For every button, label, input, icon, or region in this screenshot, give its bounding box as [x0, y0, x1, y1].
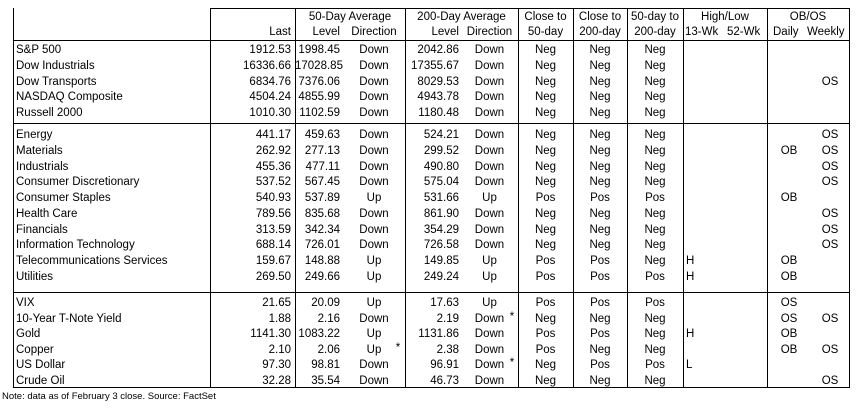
row-last: 1010.30 — [249, 107, 291, 119]
row-200day-direction: Down — [474, 313, 505, 325]
row-close-200day: Neg — [589, 239, 611, 251]
row-50day-direction: Down — [359, 359, 389, 371]
row-daily: OB — [780, 192, 798, 204]
row-50day-direction: Down — [359, 76, 389, 88]
row-200day-level: 2.19 — [436, 313, 459, 325]
row-name: Dow Industrials — [16, 60, 95, 72]
row-close-50day: Neg — [534, 239, 557, 251]
row-last: 6834.76 — [249, 76, 291, 88]
row-50day-level: 459.63 — [304, 129, 340, 141]
row-close-200day: Neg — [589, 208, 611, 220]
row-daily: OB — [780, 271, 798, 283]
row-weekly: OS — [821, 313, 839, 325]
row-50day-level: 342.34 — [304, 224, 340, 236]
row-50day-to-200day: Neg — [644, 129, 666, 141]
row-50day-direction: Down — [359, 161, 389, 173]
row-name: Financials — [16, 224, 68, 236]
row-last: 455.36 — [255, 161, 291, 173]
row-weekly: OS — [821, 208, 839, 220]
row-200day-direction: Down — [474, 145, 505, 157]
row-name: VIX — [16, 297, 35, 309]
row-last: 262.92 — [255, 145, 291, 157]
row-name: NASDAQ Composite — [16, 91, 123, 103]
row-50day-to-200day: Neg — [644, 176, 666, 188]
row-50day-direction: Down — [359, 239, 389, 251]
row-50day-level: 1998.45 — [298, 44, 340, 56]
header-50day-level: Level — [312, 26, 340, 38]
row-50day-to-200day: Neg — [644, 375, 666, 387]
row-50day-to-200day: Neg — [644, 44, 666, 56]
row-last: 1141.30 — [250, 328, 291, 340]
row-50day-direction: Up — [366, 255, 382, 267]
row-50day-direction: Up — [366, 271, 382, 283]
row-50day-to-200day: Neg — [644, 224, 666, 236]
row-close-200day: Neg — [589, 224, 611, 236]
row-close-200day: Pos — [590, 192, 610, 204]
row-close-200day: Neg — [589, 161, 611, 173]
row-50day-level: 7376.06 — [298, 76, 340, 88]
row-13wk: H — [686, 328, 695, 340]
row-name: Materials — [16, 145, 63, 157]
header-daily: Daily — [773, 26, 799, 38]
row-13wk: H — [686, 255, 695, 267]
row-weekly: OS — [821, 239, 839, 251]
row-close-200day: Pos — [590, 297, 610, 309]
row-close-50day: Pos — [535, 192, 556, 204]
row-50day-to-200day: Neg — [644, 255, 666, 267]
header-ob-os: OB/OS — [789, 11, 827, 23]
row-200day-level: 354.29 — [423, 224, 459, 236]
row-50day-to-200day: Neg — [644, 76, 666, 88]
row-50day-to-200day: Neg — [644, 161, 666, 173]
row-50day-to-200day: Neg — [644, 145, 666, 157]
row-close-50day: Neg — [534, 60, 557, 72]
row-50day-direction: Down — [359, 375, 389, 387]
row-50day-level: 4855.99 — [298, 91, 340, 103]
row-50day-level: 249.66 — [304, 271, 340, 283]
row-50day-level: 537.89 — [304, 192, 340, 204]
row-50day-direction: Down — [359, 107, 389, 119]
row-weekly: OS — [821, 129, 839, 141]
row-close-50day: Neg — [534, 359, 557, 371]
row-50day-direction: Up — [366, 192, 382, 204]
row-close-200day: Neg — [589, 91, 611, 103]
row-close-50day: Pos — [535, 344, 556, 356]
header-close-to-200day: Close to — [578, 11, 622, 23]
header-high-low: High/Low — [701, 11, 749, 23]
row-200day-level: 149.85 — [423, 255, 459, 267]
row-close-200day: Neg — [589, 375, 611, 387]
row-200day-direction: Down — [474, 375, 505, 387]
row-200day-direction: Down — [474, 344, 505, 356]
row-close-50day: Neg — [534, 145, 557, 157]
row-name: Crude Oil — [16, 375, 65, 387]
footnote: Note: data as of February 3 close. Source: FactSet — [2, 391, 216, 402]
row-last: 688.14 — [255, 239, 291, 251]
row-last: 21.65 — [262, 297, 291, 309]
row-200day-level: 524.21 — [423, 129, 459, 141]
header-weekly: Weekly — [807, 26, 845, 38]
row-name: Telecommunications Services — [16, 255, 168, 267]
row-50day-level: 1102.59 — [299, 107, 340, 119]
row-50day-direction: Down — [359, 176, 389, 188]
row-200day-direction: Down — [474, 107, 505, 119]
row-weekly: OS — [821, 224, 839, 236]
row-200day-level: 299.52 — [423, 145, 459, 157]
header-200day-average: 200-Day Average — [417, 11, 506, 23]
row-200day-level: 8029.53 — [417, 76, 459, 88]
row-50day-to-200day: Neg — [644, 208, 666, 220]
row-50day-direction: Down — [359, 145, 389, 157]
row-last: 1912.53 — [249, 44, 291, 56]
row-50day-to-200day: Neg — [644, 60, 666, 72]
row-200day-level: 2.38 — [436, 344, 459, 356]
row-close-50day: Neg — [534, 44, 557, 56]
header-50day-average: 50-Day Average — [308, 11, 392, 23]
row-close-50day: Neg — [534, 91, 557, 103]
row-50day-to-200day: Neg — [644, 107, 666, 119]
row-200day-level: 4943.78 — [417, 91, 459, 103]
row-50day-to-200day: Neg — [644, 328, 666, 340]
row-close-200day: Neg — [589, 313, 611, 325]
row-50day-direction: Down — [359, 91, 389, 103]
row-close-200day: Pos — [590, 255, 610, 267]
row-50day-direction: Up — [366, 328, 382, 340]
header-cross-200day-sub: 200-day — [634, 26, 676, 38]
row-200day-level: 17.63 — [430, 297, 459, 309]
row-50day-direction: Down — [359, 224, 389, 236]
row-daily: OB — [780, 344, 798, 356]
row-50day-flag: * — [395, 342, 401, 354]
row-50day-level: 277.13 — [304, 145, 340, 157]
row-50day-direction: Up — [366, 297, 382, 309]
row-name: Health Care — [16, 208, 78, 220]
row-close-50day: Pos — [535, 328, 556, 340]
row-200day-level: 46.73 — [430, 375, 459, 387]
row-50day-level: 35.54 — [311, 375, 340, 387]
row-close-50day: Neg — [534, 176, 557, 188]
row-name: Dow Transports — [16, 76, 97, 88]
row-close-50day: Pos — [535, 255, 556, 267]
row-last: 540.93 — [255, 192, 291, 204]
row-50day-to-200day: Neg — [644, 239, 666, 251]
row-close-50day: Neg — [534, 107, 557, 119]
row-close-50day: Neg — [534, 313, 557, 325]
row-50day-level: 20.09 — [311, 297, 340, 309]
row-daily: OB — [780, 255, 798, 267]
row-50day-level: 726.01 — [304, 239, 340, 251]
header-close-50day-sub: 50-day — [527, 26, 564, 38]
row-200day-level: 531.66 — [423, 192, 459, 204]
row-last: 313.59 — [255, 224, 291, 236]
row-200day-direction: Up — [482, 192, 497, 204]
row-close-200day: Pos — [590, 328, 610, 340]
row-200day-direction: Down — [474, 208, 505, 220]
row-200day-direction: Down — [474, 129, 505, 141]
row-200day-flag: * — [509, 311, 515, 323]
row-200day-level: 726.58 — [423, 239, 459, 251]
row-200day-level: 490.80 — [423, 161, 459, 173]
row-weekly: OS — [821, 176, 839, 188]
row-close-200day: Neg — [589, 107, 611, 119]
row-close-50day: Neg — [534, 129, 557, 141]
header-200day-direction: Direction — [466, 26, 513, 38]
row-close-50day: Neg — [534, 224, 557, 236]
row-last: 32.28 — [262, 375, 291, 387]
row-200day-direction: Down — [474, 328, 505, 340]
row-200day-direction: Down — [474, 239, 505, 251]
row-name: Copper — [16, 344, 54, 356]
row-daily: OB — [780, 145, 798, 157]
row-name: S&P 500 — [16, 44, 62, 56]
row-weekly: OS — [821, 344, 839, 356]
row-50day-level: 835.68 — [304, 208, 340, 220]
row-200day-direction: Up — [482, 297, 497, 309]
header-last: Last — [269, 26, 291, 38]
row-weekly: OS — [821, 375, 839, 387]
row-last: 159.67 — [255, 255, 291, 267]
row-name: US Dollar — [16, 359, 66, 371]
row-200day-level: 1180.48 — [418, 107, 459, 119]
row-50day-direction: Down — [359, 313, 389, 325]
row-50day-level: 1083.22 — [298, 328, 340, 340]
row-50day-level: 17028.85 — [295, 60, 343, 72]
row-name: Industrials — [16, 161, 69, 173]
row-last: 4504.24 — [249, 91, 291, 103]
row-close-200day: Neg — [589, 176, 611, 188]
row-200day-direction: Down — [474, 359, 505, 371]
row-last: 1.88 — [268, 313, 291, 325]
row-close-200day: Pos — [590, 271, 610, 283]
row-daily: OS — [780, 313, 798, 325]
row-close-50day: Neg — [534, 161, 557, 173]
row-close-50day: Neg — [534, 375, 557, 387]
row-name: Consumer Staples — [16, 192, 111, 204]
row-close-200day: Neg — [589, 60, 611, 72]
header-200day-level: Level — [431, 26, 459, 38]
row-50day-to-200day: Neg — [644, 313, 666, 325]
row-200day-level: 861.90 — [423, 208, 459, 220]
column-divider — [13, 8, 14, 388]
row-close-200day: Neg — [589, 129, 611, 141]
row-divider — [210, 8, 849, 9]
header-13wk: 13-Wk — [685, 26, 719, 38]
row-last: 537.52 — [255, 176, 291, 188]
row-200day-level: 96.91 — [430, 359, 459, 371]
row-200day-direction: Up — [482, 271, 497, 283]
row-200day-level: 575.04 — [423, 176, 459, 188]
row-close-50day: Neg — [534, 208, 557, 220]
row-name: Consumer Discretionary — [16, 176, 140, 188]
row-50day-level: 567.45 — [304, 176, 340, 188]
row-name: Energy — [16, 129, 53, 141]
row-last: 2.10 — [268, 344, 291, 356]
row-50day-level: 2.06 — [317, 344, 340, 356]
row-13wk: H — [686, 271, 695, 283]
row-name: Utilities — [16, 271, 54, 283]
row-200day-direction: Down — [474, 44, 505, 56]
row-last: 789.56 — [255, 208, 291, 220]
row-200day-level: 1131.86 — [418, 328, 459, 340]
header-close-200day-sub: 200-day — [579, 26, 621, 38]
row-200day-direction: Down — [474, 60, 505, 72]
row-200day-flag: * — [509, 357, 515, 369]
row-13wk: L — [686, 359, 693, 371]
row-name: Information Technology — [16, 239, 135, 251]
row-50day-to-200day: Neg — [644, 91, 666, 103]
row-50day-level: 2.16 — [317, 313, 340, 325]
column-divider — [683, 8, 684, 388]
row-last: 269.50 — [255, 271, 291, 283]
market-indicators-table — [13, 8, 849, 388]
header-52wk: 52-Wk — [727, 26, 761, 38]
row-50day-to-200day: Neg — [644, 344, 666, 356]
header-50day-direction: Direction — [351, 26, 397, 38]
row-50day-to-200day: Pos — [645, 192, 665, 204]
row-close-50day: Neg — [534, 76, 557, 88]
row-divider — [13, 292, 849, 293]
row-weekly: OS — [821, 145, 839, 157]
row-50day-direction: Down — [359, 208, 389, 220]
row-200day-direction: Down — [474, 76, 505, 88]
row-daily: OS — [780, 297, 798, 309]
row-name: Gold — [16, 328, 41, 340]
row-50day-to-200day: Pos — [645, 271, 665, 283]
row-50day-to-200day: Pos — [645, 359, 665, 371]
row-close-200day: Neg — [589, 44, 611, 56]
row-last: 97.30 — [262, 359, 291, 371]
column-divider — [849, 8, 850, 388]
row-200day-direction: Down — [474, 224, 505, 236]
row-200day-level: 17355.67 — [411, 60, 459, 72]
row-name: Russell 2000 — [16, 107, 83, 119]
row-close-200day: Neg — [589, 344, 611, 356]
row-daily: OB — [780, 328, 798, 340]
row-divider — [13, 40, 849, 41]
header-50day-to-200day: 50-day to — [631, 11, 679, 23]
row-close-50day: Pos — [535, 297, 556, 309]
row-200day-direction: Down — [474, 161, 505, 173]
header-close-to-50day: Close to — [524, 11, 567, 23]
row-name: 10-Year T-Note Yield — [16, 313, 122, 325]
row-50day-direction: Down — [359, 60, 389, 72]
row-50day-to-200day: Pos — [645, 297, 665, 309]
row-200day-direction: Down — [474, 176, 505, 188]
row-close-200day: Pos — [590, 359, 610, 371]
row-last: 16336.66 — [243, 60, 291, 72]
row-divider — [13, 123, 849, 124]
row-close-50day: Pos — [535, 271, 556, 283]
row-50day-level: 98.81 — [311, 359, 340, 371]
row-50day-level: 477.11 — [305, 161, 340, 173]
row-200day-direction: Down — [474, 91, 505, 103]
row-50day-level: 148.88 — [304, 255, 340, 267]
row-last: 441.17 — [255, 129, 291, 141]
row-weekly: OS — [821, 161, 839, 173]
row-200day-direction: Up — [482, 255, 497, 267]
row-50day-direction: Down — [359, 44, 389, 56]
row-close-200day: Neg — [589, 145, 611, 157]
row-50day-direction: Up — [366, 344, 382, 356]
row-close-200day: Neg — [589, 76, 611, 88]
row-200day-level: 2042.86 — [417, 44, 459, 56]
row-200day-level: 249.24 — [423, 271, 459, 283]
row-weekly: OS — [821, 76, 839, 88]
row-50day-direction: Down — [359, 129, 389, 141]
